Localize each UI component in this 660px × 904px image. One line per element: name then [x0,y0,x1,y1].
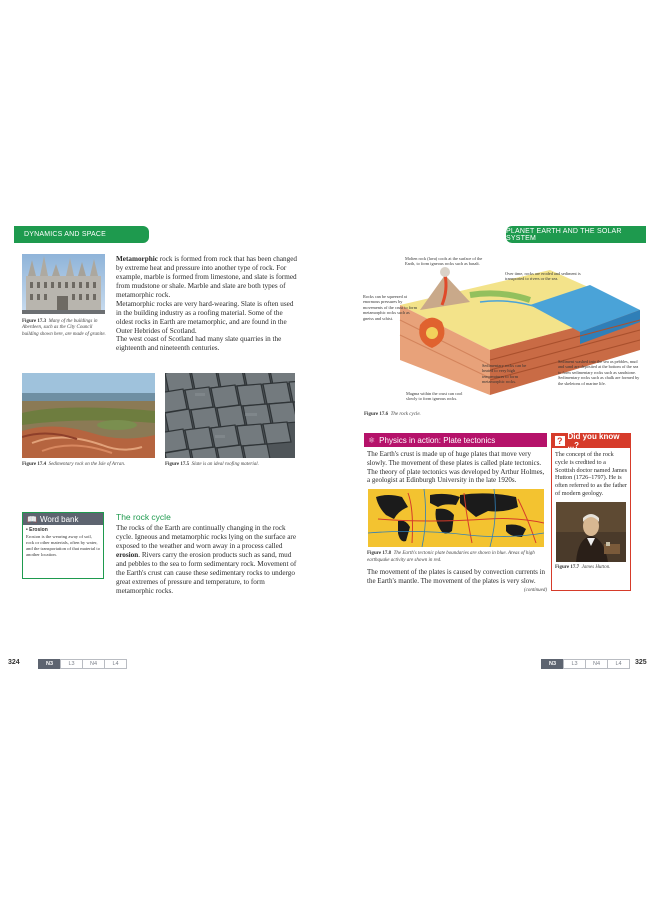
figure-17-4-caption: Figure 17.4 Sedimentary rock on the Isle of Arran. [22,462,126,467]
figure-17-6-caption: Figure 17.6 The rock cycle. [364,412,421,417]
running-header-right [506,226,646,243]
physics-in-action-box [364,433,547,623]
did-you-know-text: The concept of the rock cycle is credited to a Scottish doctor named James Hutton (1726–1797). He is often referred to as the father of modern geology. [555,451,628,497]
aberdeen-building-photo [22,254,105,314]
metamorphic-paragraph-1: Metamorphic rock is formed from rock that has been changed by extreme heat and pressure into another type of rock. For example, marble is formed from limestone, and slate is formed from mudstone or shale. Marble and slate are both types of metamorphic rock. [116,255,298,299]
label-magma: Magma within the crust can cool slowly to form igneous rocks. [406,391,463,402]
plate-tectonics-paragraph: The Earth's crust is made up of huge plates that move very slowly. The movement of these plates is called plate tectonics. The theory of plate tectonics was developed by Arthur Holmes, a geologist at Edinburgh University in the late 1920s. [367,450,545,485]
book-icon: 📖 [27,514,37,524]
label-sediment-washed: Sediment washed into the sea as pebbles, mud and sand are deposited at the bottom of the sea to form sedimentary rocks such as sandstone. Sedimentary rocks such as chalk are formed by the skeletons of marine life. [558,359,640,386]
running-header-left [14,226,149,243]
metamorphic-paragraph-2: Metamorphic rocks are very hard-wearing. Slate is often used in the building industry as a roofing material. Some of the oldest rocks in Earth are metamorphic, and are found in the Outer Hebrides of Scotland. [116,300,294,335]
level-tab-l3: L3 [60,659,83,669]
level-tab-l3: L3 [563,659,586,669]
continued-label: (continued) [523,587,547,593]
plate-movement-paragraph: The movement of the plates is caused by convection currents in the Earth's mantle. The movement of the plates is very slow. [367,568,546,585]
section-title-left: DYNAMICS AND SPACE [24,231,107,238]
figure-17-4-label: Figure 17.4 [22,462,47,467]
word-bank-definition: Erosion is the wearing away of soil, rock or other materials, often by water, and the transportation of that material to another location. [26,534,100,558]
right-page-number: 325 [635,659,647,666]
figure-17-7-caption: Figure 17.7 James Hutton. [555,564,611,570]
level-tab-n3: N3 [541,659,564,669]
word-bank-term: • Erosion [26,527,48,533]
atom-icon: ⚛ [368,435,376,445]
rock-cycle-paragraph: The rocks of the Earth are continually changing in the rock cycle. Igneous and metamorphic rocks lying on the surface are exposed to the weather and worn away in a process called erosion. Rivers carry the erosion products such as sand, mud and pebbles to the sea to form sedimentary rock. Movement of the Earth's crust can cause these sedimentary rocks to undergo great extremes of pressure and temperature, to form metamorphic rocks. [116,524,297,595]
did-you-know-header [552,434,630,448]
level-tab-n4: N4 [585,659,608,669]
word-bank-header [23,513,103,525]
label-sedimentary-rocks-heated: Sedimentary rocks can be heated to very high temperatures to form metamorphic rocks. [482,363,527,385]
physics-in-action-title: Physics in action: Plate tectonics [379,435,496,445]
did-you-know-title: Did you know ...? [567,432,620,450]
sedimentary-rock-photo [22,373,155,458]
label-molten-rock: Molten rock (lava) cools at the surface of the Earth, to form igneous rocks such as basalt. [405,256,483,267]
level-tab-l4: L4 [104,659,127,669]
word-bank-box [22,512,104,579]
label-over-time: Over time, rocks are eroded and sediment is transported to rivers or the sea. [505,271,581,282]
word-bank-title: Word bank [39,514,79,524]
left-level-tabs [38,659,126,669]
figure-17-5-label: Figure 17.5 [165,462,190,467]
figure-17-8-label: Figure 17.8 [367,551,392,557]
figure-17-8-caption: Figure 17.8 The Earth's tectonic plate boundaries are shown in blue. Areas of high earthquake activity are shown in red. [367,551,535,563]
figure-17-5-caption: Figure 17.5 Slate is an ideal roofing material. [165,462,259,467]
level-tab-l4: L4 [607,659,630,669]
physics-in-action-header [364,433,547,447]
erosion-term: erosion [116,551,139,559]
figure-17-6-label: Figure 17.6 [364,412,389,417]
tectonic-plates-map [368,489,544,547]
left-page-number: 324 [8,659,20,666]
rock-cycle-heading: The rock cycle [116,512,171,522]
james-hutton-portrait [556,502,626,562]
level-tab-n4: N4 [82,659,105,669]
slate-roof-photo [165,373,295,458]
label-squeezed: Rocks can be squeezed at enormous pressures by movements of the crust to form metamorphic rocks such as gneiss and schist. [363,294,418,321]
question-mark-icon: ? [557,436,563,446]
figure-17-3-caption: Figure 17.3 Many of the buildings in Aberdeen, such as the City Council building shown here, are made of granite. [22,319,106,337]
section-title-right: PLANET EARTH AND THE SOLAR SYSTEM [506,227,622,242]
figure-17-7-label: Figure 17.7 [555,564,580,570]
metamorphic-paragraph-3: The west coast of Scotland had many slate quarries in the eighteenth and nineteenth centuries. [116,335,282,352]
figure-17-3-label: Figure 17.3 [22,319,47,324]
right-level-tabs [541,659,629,669]
metamorphic-term: Metamorphic [116,255,158,263]
did-you-know-box [551,433,631,591]
level-tab-n3: N3 [38,659,61,669]
